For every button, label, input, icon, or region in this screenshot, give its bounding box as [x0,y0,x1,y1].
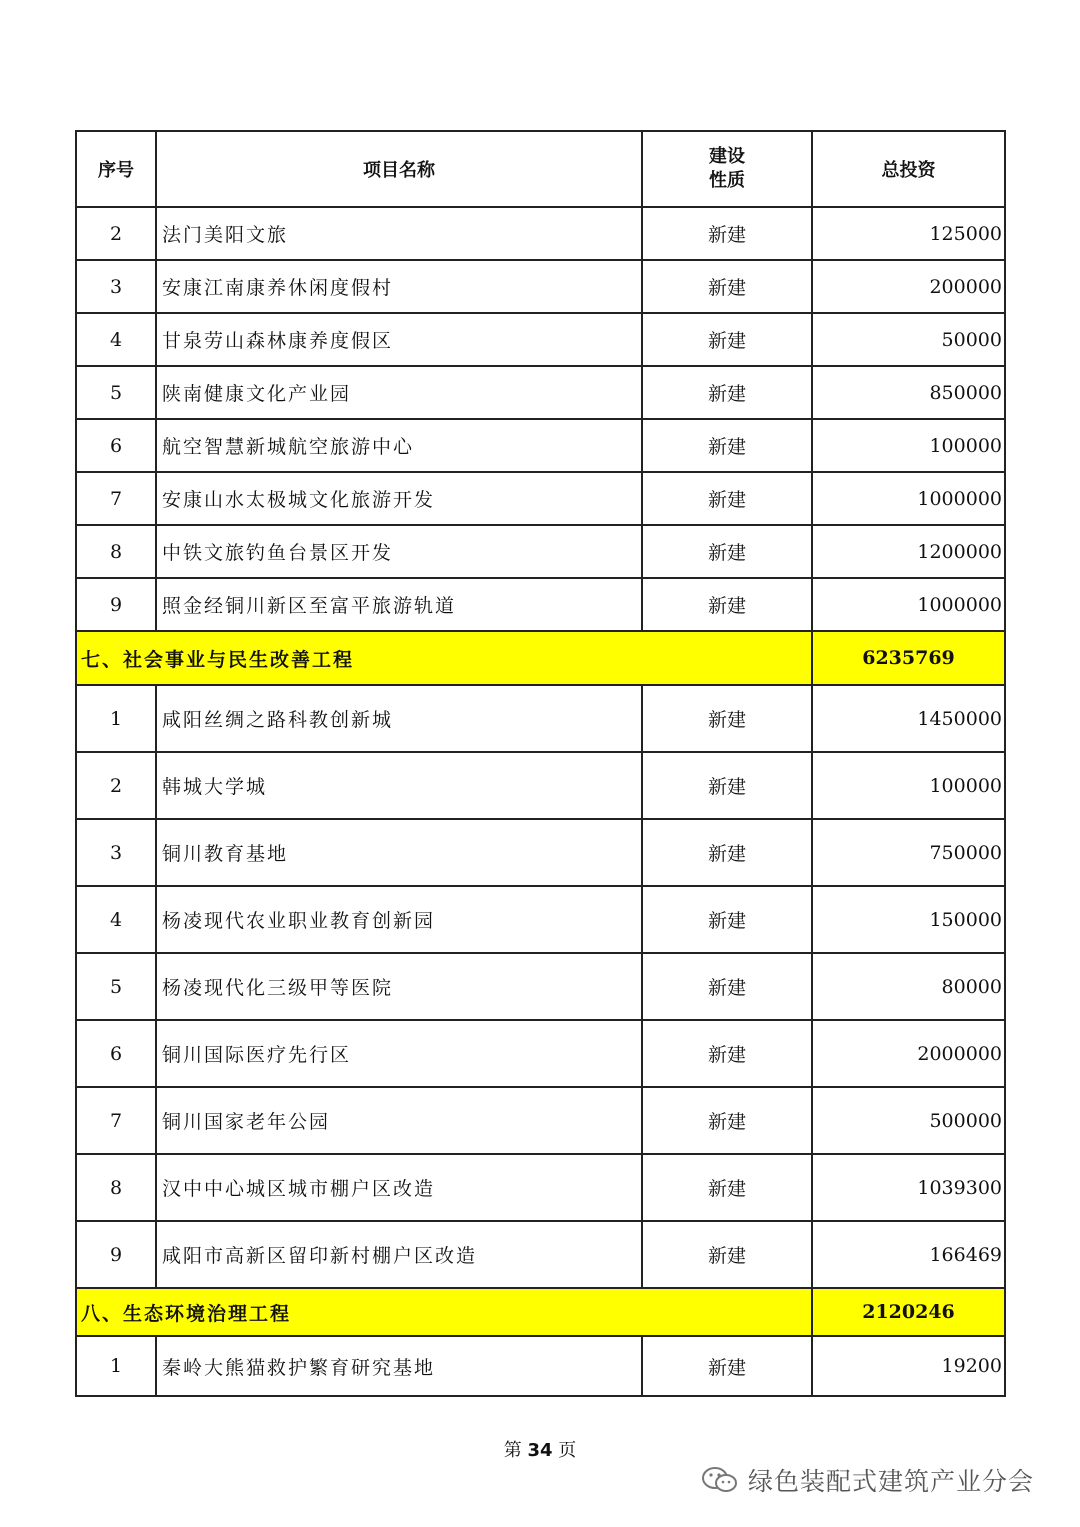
cell-type: 新建 [642,578,812,631]
cell-type: 新建 [642,1336,812,1396]
cell-no: 6 [76,1020,156,1087]
cell-no: 4 [76,886,156,953]
table-header-row [76,131,1005,207]
cell-type: 新建 [642,207,812,260]
cell-type: 新建 [642,313,812,366]
table-row [76,472,1005,525]
cell-type: 新建 [642,953,812,1020]
cell-type: 新建 [642,886,812,953]
cell-investment: 166469 [812,1221,1005,1288]
table-row [76,1154,1005,1221]
header-investment: 总投资 [812,131,1005,207]
section-header-row [76,1288,1005,1336]
table-row [76,1087,1005,1154]
cell-investment: 2000000 [812,1020,1005,1087]
cell-no: 3 [76,819,156,886]
cell-type: 新建 [642,366,812,419]
cell-no: 8 [76,525,156,578]
section-header-row [76,631,1005,685]
table-row [76,953,1005,1020]
table-row [76,1336,1005,1396]
cell-name: 汉中中心城区城市棚户区改造 [156,1154,642,1221]
cell-name: 甘泉劳山森林康养度假区 [156,313,642,366]
cell-type: 新建 [642,1154,812,1221]
cell-no: 1 [76,1336,156,1396]
cell-name: 安康山水太极城文化旅游开发 [156,472,642,525]
cell-investment: 750000 [812,819,1005,886]
table-row [76,313,1005,366]
header-no: 序号 [76,131,156,207]
cell-type: 新建 [642,685,812,752]
page-prefix: 第 [503,1440,522,1461]
cell-name: 铜川国家老年公园 [156,1087,642,1154]
table-row [76,819,1005,886]
cell-investment: 1450000 [812,685,1005,752]
cell-type: 新建 [642,1221,812,1288]
cell-type: 新建 [642,525,812,578]
header-type-line1: 建设 [709,146,745,167]
cell-name: 照金经铜川新区至富平旅游轨道 [156,578,642,631]
watermark-text: 绿色装配式建筑产业分会 [748,1467,1035,1496]
section-total: 2120246 [812,1288,1005,1336]
cell-investment: 1000000 [812,578,1005,631]
table-row [76,260,1005,313]
cell-name: 铜川教育基地 [156,819,642,886]
cell-investment: 100000 [812,752,1005,819]
header-type [642,131,812,207]
cell-investment: 19200 [812,1336,1005,1396]
table-row [76,525,1005,578]
cell-investment: 850000 [812,366,1005,419]
page-suffix: 页 [558,1440,577,1461]
cell-name: 安康江南康养休闲度假村 [156,260,642,313]
table-row [76,207,1005,260]
cell-type: 新建 [642,1020,812,1087]
header-name: 项目名称 [156,131,642,207]
cell-no: 2 [76,207,156,260]
cell-name: 咸阳丝绸之路科教创新城 [156,685,642,752]
cell-type: 新建 [642,1087,812,1154]
table-row [76,886,1005,953]
table-row [76,1020,1005,1087]
cell-type: 新建 [642,819,812,886]
cell-type: 新建 [642,472,812,525]
cell-no: 9 [76,578,156,631]
cell-no: 5 [76,366,156,419]
cell-name: 铜川国际医疗先行区 [156,1020,642,1087]
wechat-icon [700,1465,740,1495]
section-total: 6235769 [812,631,1005,685]
cell-name: 法门美阳文旅 [156,207,642,260]
cell-investment: 80000 [812,953,1005,1020]
cell-type: 新建 [642,752,812,819]
cell-name: 陕南健康文化产业园 [156,366,642,419]
cell-investment: 1039300 [812,1154,1005,1221]
cell-type: 新建 [642,260,812,313]
cell-no: 7 [76,472,156,525]
cell-investment: 125000 [812,207,1005,260]
table-row [76,366,1005,419]
cell-name: 杨凌现代化三级甲等医院 [156,953,642,1020]
cell-investment: 150000 [812,886,1005,953]
table-row [76,578,1005,631]
cell-name: 中铁文旅钓鱼台景区开发 [156,525,642,578]
table-row [76,752,1005,819]
cell-name: 杨凌现代农业职业教育创新园 [156,886,642,953]
table-row [76,1221,1005,1288]
cell-name: 航空智慧新城航空旅游中心 [156,419,642,472]
cell-no: 6 [76,419,156,472]
investment-table [75,130,1006,1397]
watermark [700,1460,1034,1500]
section-title: 七、社会事业与民生改善工程 [76,631,812,685]
section-title: 八、生态环境治理工程 [76,1288,812,1336]
cell-no: 2 [76,752,156,819]
header-type-line2: 性质 [709,170,745,191]
cell-investment: 1000000 [812,472,1005,525]
table-row [76,419,1005,472]
cell-no: 8 [76,1154,156,1221]
cell-type: 新建 [642,419,812,472]
cell-no: 9 [76,1221,156,1288]
cell-name: 咸阳市高新区留印新村棚户区改造 [156,1221,642,1288]
cell-investment: 500000 [812,1087,1005,1154]
cell-no: 4 [76,313,156,366]
cell-investment: 200000 [812,260,1005,313]
cell-no: 3 [76,260,156,313]
table-row [76,685,1005,752]
cell-investment: 50000 [812,313,1005,366]
cell-name: 秦岭大熊猫救护繁育研究基地 [156,1336,642,1396]
cell-name: 韩城大学城 [156,752,642,819]
cell-no: 5 [76,953,156,1020]
cell-no: 7 [76,1087,156,1154]
page-number-value: 34 [527,1440,553,1461]
cell-investment: 1200000 [812,525,1005,578]
page-number [0,1436,1080,1462]
cell-no: 1 [76,685,156,752]
cell-investment: 100000 [812,419,1005,472]
